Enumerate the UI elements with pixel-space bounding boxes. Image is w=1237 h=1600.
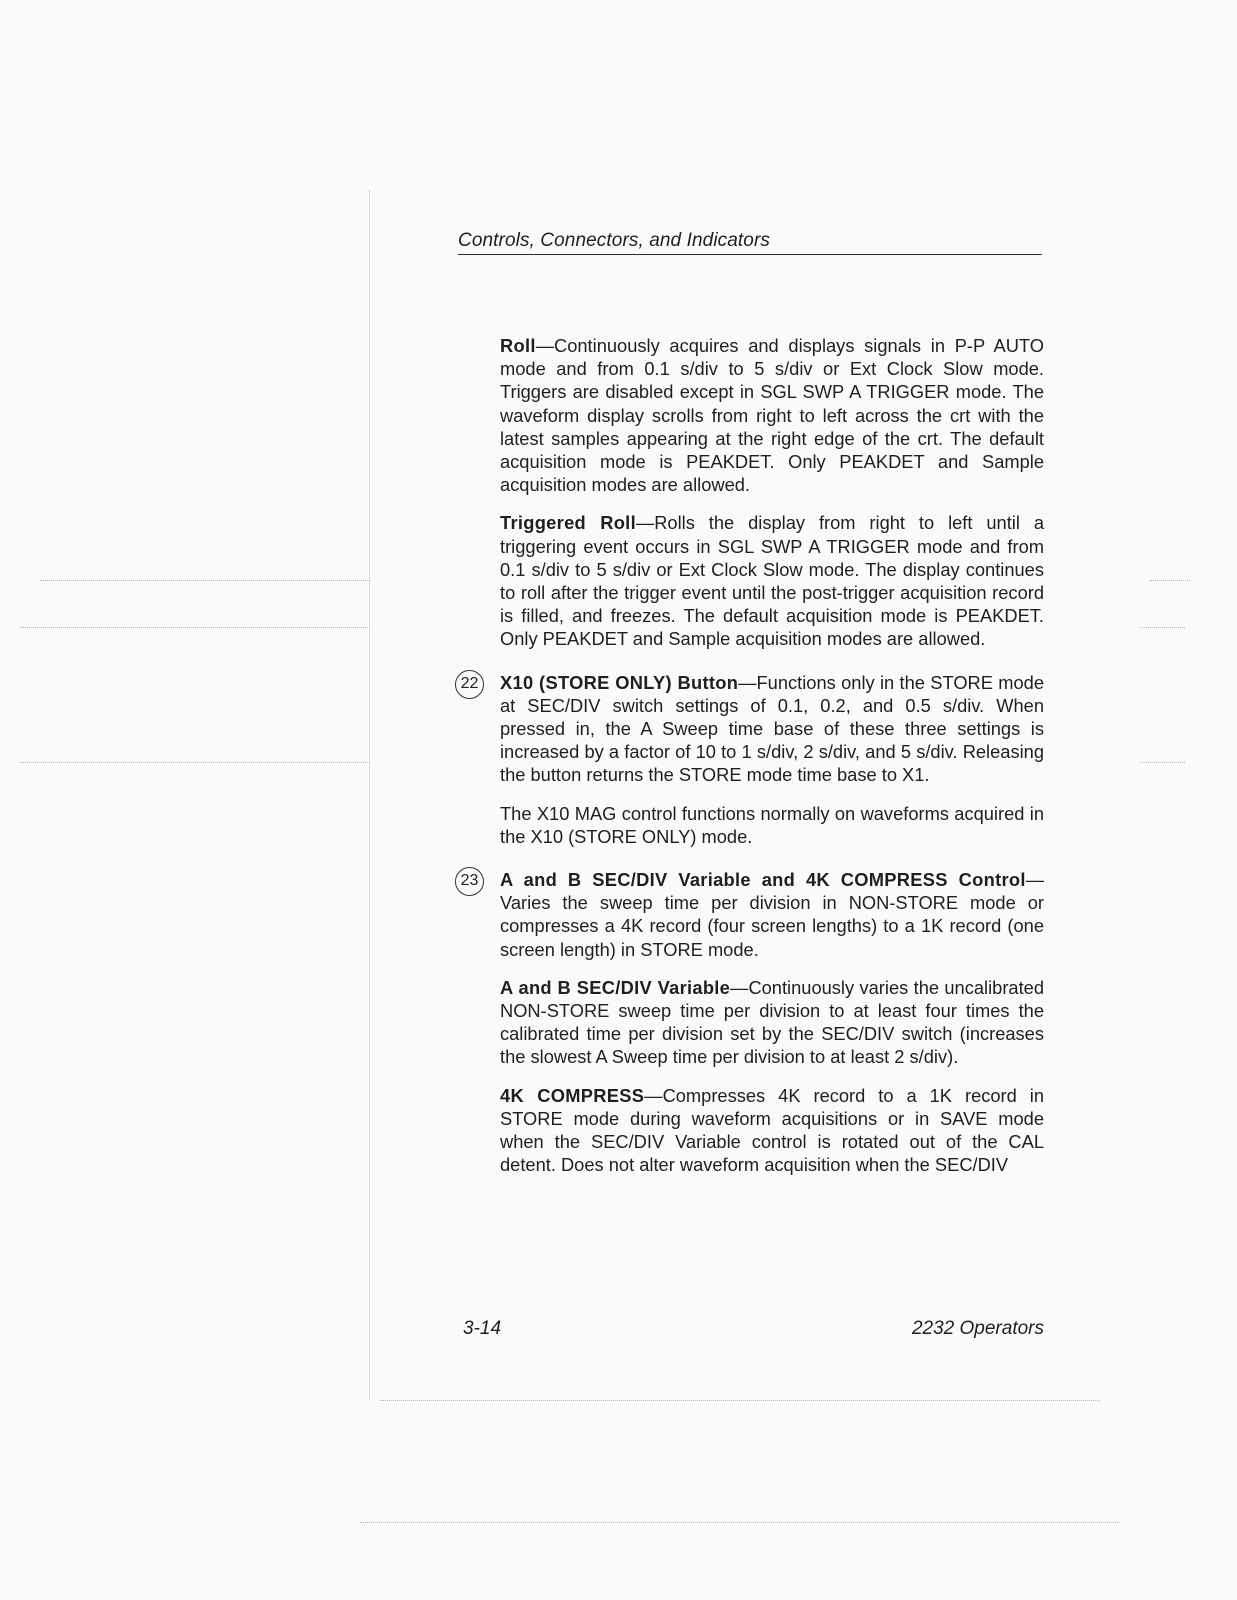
paragraph-4k-compress	[500, 1084, 1044, 1177]
x10-mag-note-text: The X10 MAG control functions normally on waveforms acquired in the X10 (STORE ONLY) mode.	[500, 802, 1044, 847]
manual-title: 2232 Operators	[911, 1318, 1044, 1339]
scan-dotted-rule	[380, 1400, 1100, 1401]
scan-dotted-rule	[1140, 627, 1185, 628]
sec-div-control-text: Varies the sweep time per division in NON-STORE mode or compresses a 4K record (four screen lengths) to a 1K record (one screen length) in STORE mode.	[500, 892, 1044, 960]
scan-margin-line	[369, 190, 370, 1400]
paragraph-sec-div-variable	[500, 976, 1044, 1069]
page-content	[460, 334, 1044, 1192]
term-4k-compress: 4K COMPRESS	[500, 1084, 645, 1106]
paragraph-triggered-roll	[500, 511, 1044, 650]
term-roll: Roll	[500, 335, 536, 356]
callout-number-23: 23	[455, 867, 484, 896]
item-22	[460, 671, 1044, 848]
callout-number-22: 22	[455, 670, 484, 699]
4k-compress-text: Compresses 4K record to a 1K record in STORE mode during waveform acquisitions or in SAVE mode when the SEC/DIV Variable control is rotated out of the CAL detent. Does not alter waveform acquisition when the SEC/DIV	[500, 1084, 1044, 1176]
em-dash: —	[535, 335, 555, 356]
scan-dotted-rule	[40, 580, 370, 581]
term-sec-div-control: A and B SEC/DIV Variable and 4K COMPRESS Control	[500, 869, 1026, 891]
term-sec-div-variable: A and B SEC/DIV Variable	[500, 976, 731, 998]
scan-dotted-rule	[1140, 762, 1185, 763]
x10-button-text: Functions only in the STORE mode at SEC/DIV switch settings of 0.1, 0.2, and 0.5 s/div. When pressed in, the A Sweep time base of these three settings is increased by a factor of 10 to 1 s/div, 2 s/div, and 5 s/div. Releasing the button returns the STORE mode time base to X1.	[500, 671, 1044, 786]
scan-dotted-rule	[20, 627, 370, 628]
scan-dotted-rule	[20, 762, 370, 763]
running-header	[458, 230, 1042, 255]
em-dash: —	[635, 512, 655, 534]
header-title: Controls, Connectors, and Indicators	[458, 230, 770, 251]
page-number: 3-14	[463, 1318, 502, 1339]
em-dash: —	[1025, 869, 1044, 891]
paragraph-x10-button	[500, 671, 1044, 787]
triggered-roll-text: Rolls the display from right to left until a triggering event occurs in SGL SWP A TRIGGER mode and from 0.1 s/div to 5 s/div or Ext Clock Slow mode. The display continues to roll after the trigger event until the post-trigger acquisition record is filled, and freezes. The default acquisition mode is PEAKDET. Only PEAKDET and Sample acquisition modes are allowed.	[500, 512, 1044, 650]
term-x10-button: X10 (STORE ONLY) Button	[500, 671, 739, 693]
paragraph-sec-div-control	[500, 868, 1044, 961]
em-dash: —	[738, 671, 757, 693]
em-dash: —	[730, 976, 749, 998]
paragraph-x10-mag-note	[500, 802, 1044, 848]
term-triggered-roll: Triggered Roll	[500, 512, 636, 534]
item-23	[460, 868, 1044, 1176]
roll-text: Continuously acquires and displays signals in P-P AUTO mode and from 0.1 s/div to 5 s/div or Ext Clock Slow mode. Triggers are disabled except in SGL SWP A TRIGGER mode. The waveform display scrolls from right to left across the crt with the latest samples appearing at the right edge of the crt. The default acquisition mode is PEAKDET. Only PEAKDET and Sample acquisition modes are allowed.	[500, 335, 1044, 496]
scan-dotted-rule	[360, 1522, 1120, 1523]
sec-div-variable-text: Continuously varies the uncalibrated NON-STORE sweep time per division to at least four times the calibrated time per division set by the SEC/DIV switch (increases the slowest A Sweep time per division to at least 2 s/div).	[500, 976, 1044, 1068]
em-dash: —	[644, 1084, 663, 1106]
paragraph-roll	[500, 334, 1044, 496]
scan-dotted-rule	[1150, 580, 1190, 581]
